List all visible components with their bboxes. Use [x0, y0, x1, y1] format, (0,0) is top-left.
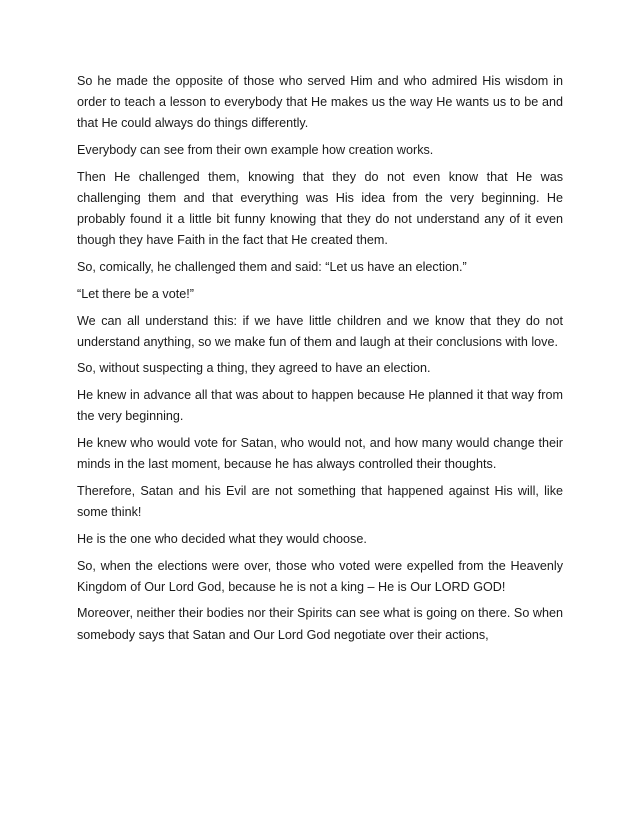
paragraph: So, without suspecting a thing, they agreed to have an election. — [77, 361, 431, 376]
paragraph: Therefore, Satan and his Evil are not something that happened against His will, like some think! — [77, 483, 563, 520]
paragraph: Everybody can see from their own example how creation works. — [77, 143, 434, 158]
paragraph: “Let there be a vote!” — [77, 286, 194, 301]
paragraph: Then He challenged them, knowing that they do not even know that He was challenging them and that everything was His idea from the very beginning. He probably found it a little bit funny knowing that they do not understand any of it even though they have Faith in the fact that He created them. — [77, 169, 563, 248]
paragraph: He knew in advance all that was about to happen because He planned it that way from the very beginning. — [77, 388, 563, 424]
body-text — [77, 71, 563, 651]
paragraph: Moreover, neither their bodies nor their Spirits can see what is going on there. So when somebody says that Satan and Our Lord God negotiate over their actions, — [77, 606, 563, 642]
paragraph: He knew who would vote for Satan, who would not, and how many would change their minds in the last moment, because he has always controlled their thoughts. — [77, 436, 563, 472]
paragraph: So, when the elections were over, those who voted were expelled from the Heavenly Kingdom of Our Lord God, because he is not a king – He is Our LORD GOD! — [77, 558, 563, 594]
paragraph: We can all understand this: if we have little children and we know that they do not understand anything, so we make fun of them and laugh at their conclusions with love. — [77, 313, 563, 349]
paragraph: He is the one who decided what they would choose. — [77, 531, 367, 546]
paragraph: So, comically, he challenged them and said: “Let us have an election.” — [77, 260, 467, 275]
paragraph: So he made the opposite of those who served Him and who admired His wisdom in order to teach a lesson to everybody that He makes us the way He wants us to be and that He could always do things differently. — [77, 74, 563, 131]
